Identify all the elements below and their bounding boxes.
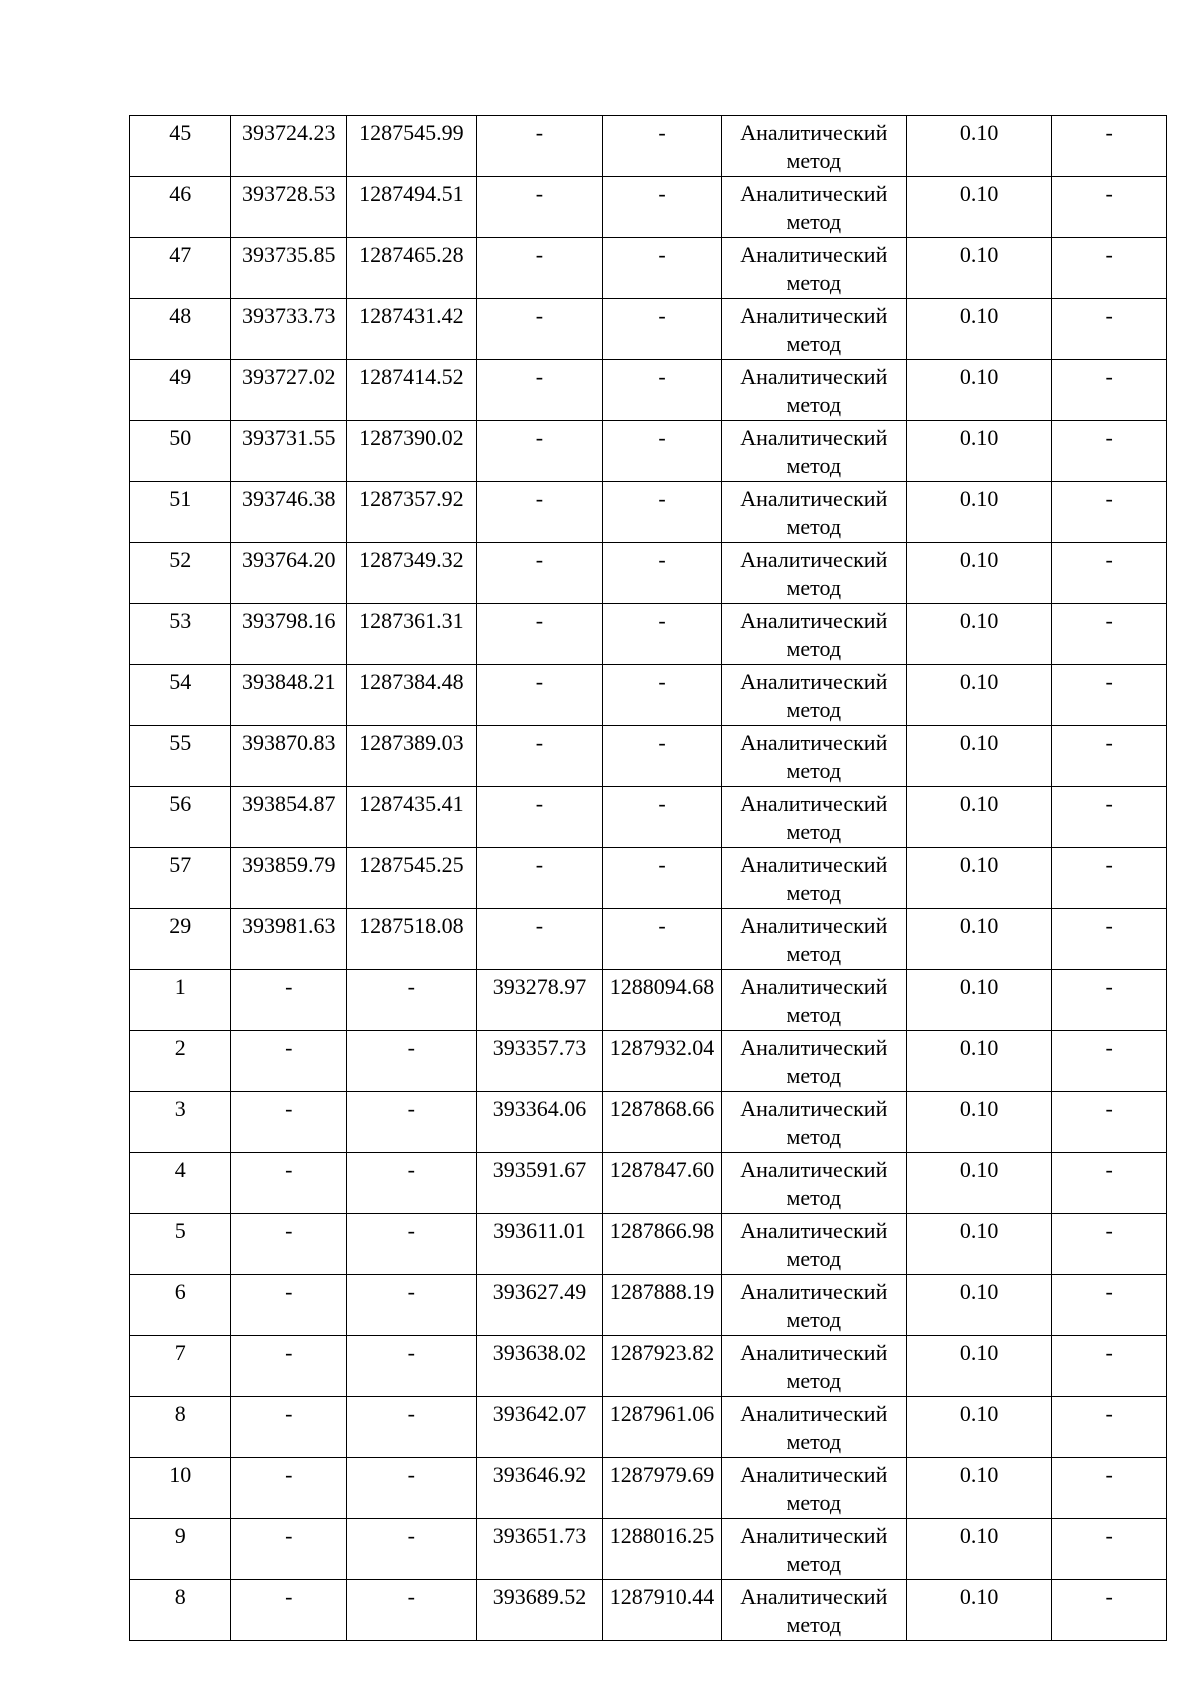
note-cell: - (1052, 1458, 1167, 1519)
method-cell (721, 543, 906, 604)
accuracy-cell: 0.10 (906, 177, 1052, 238)
point-number-cell: 4 (130, 1153, 231, 1214)
accuracy-cell: 0.10 (906, 909, 1052, 970)
existing-y-cell: 1287384.48 (347, 665, 477, 726)
existing-x-cell: - (231, 1153, 347, 1214)
method-cell (721, 1275, 906, 1336)
table-row (130, 1031, 1167, 1092)
new-y-cell: - (603, 177, 722, 238)
table-row (130, 848, 1167, 909)
existing-x-cell: 393870.83 (231, 726, 347, 787)
table-row (130, 726, 1167, 787)
method-cell (721, 1336, 906, 1397)
note-cell: - (1052, 665, 1167, 726)
existing-x-cell: - (231, 1214, 347, 1275)
new-x-cell: - (476, 726, 603, 787)
table-row (130, 604, 1167, 665)
table-row (130, 1153, 1167, 1214)
method-line-2: метод (786, 819, 842, 844)
existing-y-cell: 1287390.02 (347, 421, 477, 482)
method-line-2: метод (786, 331, 842, 356)
new-y-cell: - (603, 238, 722, 299)
table-row (130, 238, 1167, 299)
new-x-cell: - (476, 299, 603, 360)
existing-x-cell: - (231, 1336, 347, 1397)
point-number-cell: 48 (130, 299, 231, 360)
method-line-2: метод (786, 1185, 842, 1210)
existing-y-cell: - (347, 1519, 477, 1580)
new-x-cell: - (476, 482, 603, 543)
new-x-cell: - (476, 848, 603, 909)
existing-y-cell: 1287435.41 (347, 787, 477, 848)
accuracy-cell: 0.10 (906, 1580, 1052, 1641)
method-line-1: Аналитический (740, 1340, 888, 1365)
accuracy-cell: 0.10 (906, 1458, 1052, 1519)
new-y-cell: 1287888.19 (603, 1275, 722, 1336)
method-line-2: метод (786, 453, 842, 478)
point-number-cell: 10 (130, 1458, 231, 1519)
method-cell (721, 482, 906, 543)
new-x-cell: - (476, 421, 603, 482)
method-line-1: Аналитический (740, 1401, 888, 1426)
table-row (130, 177, 1167, 238)
new-y-cell: - (603, 665, 722, 726)
new-x-cell: - (476, 604, 603, 665)
existing-x-cell: - (231, 1397, 347, 1458)
point-number-cell: 8 (130, 1397, 231, 1458)
note-cell: - (1052, 1031, 1167, 1092)
existing-x-cell: 393764.20 (231, 543, 347, 604)
existing-x-cell: 393733.73 (231, 299, 347, 360)
new-x-cell: - (476, 787, 603, 848)
accuracy-cell: 0.10 (906, 238, 1052, 299)
accuracy-cell: 0.10 (906, 482, 1052, 543)
table-row (130, 1580, 1167, 1641)
new-x-cell: - (476, 177, 603, 238)
new-x-cell: 393651.73 (476, 1519, 603, 1580)
method-cell (721, 1214, 906, 1275)
method-cell (721, 970, 906, 1031)
note-cell: - (1052, 1397, 1167, 1458)
new-x-cell: - (476, 543, 603, 604)
table-row (130, 482, 1167, 543)
point-number-cell: 50 (130, 421, 231, 482)
method-cell (721, 1397, 906, 1458)
table-row (130, 1519, 1167, 1580)
method-line-2: метод (786, 575, 842, 600)
new-y-cell: 1288094.68 (603, 970, 722, 1031)
point-number-cell: 47 (130, 238, 231, 299)
existing-x-cell: 393731.55 (231, 421, 347, 482)
method-line-2: метод (786, 148, 842, 173)
existing-y-cell: - (347, 1580, 477, 1641)
method-line-2: метод (786, 1002, 842, 1027)
table-row (130, 543, 1167, 604)
note-cell: - (1052, 421, 1167, 482)
note-cell: - (1052, 1275, 1167, 1336)
method-line-2: метод (786, 1307, 842, 1332)
method-line-1: Аналитический (740, 1584, 888, 1609)
existing-x-cell: - (231, 1031, 347, 1092)
new-y-cell: - (603, 543, 722, 604)
method-cell (721, 726, 906, 787)
method-line-2: метод (786, 697, 842, 722)
existing-x-cell: 393854.87 (231, 787, 347, 848)
method-line-1: Аналитический (740, 730, 888, 755)
method-line-1: Аналитический (740, 1035, 888, 1060)
new-x-cell: 393357.73 (476, 1031, 603, 1092)
new-y-cell: - (603, 482, 722, 543)
accuracy-cell: 0.10 (906, 726, 1052, 787)
table-row (130, 1397, 1167, 1458)
table-row (130, 421, 1167, 482)
method-line-2: метод (786, 1246, 842, 1271)
method-line-2: метод (786, 1368, 842, 1393)
method-line-1: Аналитический (740, 913, 888, 938)
method-cell (721, 1458, 906, 1519)
method-line-2: метод (786, 270, 842, 295)
existing-y-cell: 1287545.99 (347, 116, 477, 177)
new-y-cell: - (603, 909, 722, 970)
new-y-cell: 1287923.82 (603, 1336, 722, 1397)
existing-x-cell: - (231, 970, 347, 1031)
existing-y-cell: 1287431.42 (347, 299, 477, 360)
accuracy-cell: 0.10 (906, 543, 1052, 604)
existing-x-cell: 393798.16 (231, 604, 347, 665)
existing-y-cell: - (347, 1214, 477, 1275)
existing-x-cell: 393727.02 (231, 360, 347, 421)
method-line-2: метод (786, 1429, 842, 1454)
point-number-cell: 7 (130, 1336, 231, 1397)
method-line-1: Аналитический (740, 181, 888, 206)
existing-y-cell: 1287361.31 (347, 604, 477, 665)
existing-y-cell: - (347, 1397, 477, 1458)
new-x-cell: 393638.02 (476, 1336, 603, 1397)
accuracy-cell: 0.10 (906, 848, 1052, 909)
new-x-cell: - (476, 238, 603, 299)
point-number-cell: 53 (130, 604, 231, 665)
point-number-cell: 52 (130, 543, 231, 604)
point-number-cell: 6 (130, 1275, 231, 1336)
accuracy-cell: 0.10 (906, 421, 1052, 482)
new-x-cell: 393627.49 (476, 1275, 603, 1336)
existing-x-cell: 393848.21 (231, 665, 347, 726)
method-cell (721, 1031, 906, 1092)
new-x-cell: 393364.06 (476, 1092, 603, 1153)
method-cell (721, 909, 906, 970)
note-cell: - (1052, 1580, 1167, 1641)
accuracy-cell: 0.10 (906, 1397, 1052, 1458)
method-cell (721, 299, 906, 360)
note-cell: - (1052, 1092, 1167, 1153)
point-number-cell: 54 (130, 665, 231, 726)
point-number-cell: 55 (130, 726, 231, 787)
point-number-cell: 9 (130, 1519, 231, 1580)
accuracy-cell: 0.10 (906, 116, 1052, 177)
existing-y-cell: 1287357.92 (347, 482, 477, 543)
new-y-cell: 1288016.25 (603, 1519, 722, 1580)
existing-x-cell: - (231, 1519, 347, 1580)
point-number-cell: 56 (130, 787, 231, 848)
method-line-1: Аналитический (740, 425, 888, 450)
new-y-cell: 1287910.44 (603, 1580, 722, 1641)
existing-y-cell: - (347, 1031, 477, 1092)
new-y-cell: - (603, 787, 722, 848)
existing-y-cell: 1287518.08 (347, 909, 477, 970)
point-number-cell: 45 (130, 116, 231, 177)
new-y-cell: 1287868.66 (603, 1092, 722, 1153)
note-cell: - (1052, 543, 1167, 604)
accuracy-cell: 0.10 (906, 787, 1052, 848)
new-y-cell: 1287961.06 (603, 1397, 722, 1458)
existing-y-cell: 1287389.03 (347, 726, 477, 787)
method-line-2: метод (786, 514, 842, 539)
note-cell: - (1052, 909, 1167, 970)
existing-x-cell: 393724.23 (231, 116, 347, 177)
new-y-cell: - (603, 299, 722, 360)
new-y-cell: - (603, 116, 722, 177)
accuracy-cell: 0.10 (906, 1214, 1052, 1275)
method-line-1: Аналитический (740, 1157, 888, 1182)
existing-x-cell: - (231, 1275, 347, 1336)
existing-x-cell: 393859.79 (231, 848, 347, 909)
coordinates-table (129, 115, 1167, 1641)
new-x-cell: - (476, 116, 603, 177)
method-cell (721, 848, 906, 909)
existing-y-cell: 1287465.28 (347, 238, 477, 299)
method-line-1: Аналитический (740, 791, 888, 816)
new-x-cell: 393689.52 (476, 1580, 603, 1641)
method-cell (721, 1092, 906, 1153)
new-x-cell: 393642.07 (476, 1397, 603, 1458)
new-x-cell: - (476, 360, 603, 421)
new-y-cell: - (603, 848, 722, 909)
method-cell (721, 1580, 906, 1641)
accuracy-cell: 0.10 (906, 299, 1052, 360)
note-cell: - (1052, 299, 1167, 360)
method-cell (721, 1519, 906, 1580)
method-line-1: Аналитический (740, 1279, 888, 1304)
method-line-1: Аналитический (740, 120, 888, 145)
note-cell: - (1052, 726, 1167, 787)
existing-x-cell: 393735.85 (231, 238, 347, 299)
method-line-2: метод (786, 636, 842, 661)
method-line-1: Аналитический (740, 364, 888, 389)
accuracy-cell: 0.10 (906, 1092, 1052, 1153)
method-cell (721, 604, 906, 665)
table-row (130, 970, 1167, 1031)
method-cell (721, 665, 906, 726)
existing-x-cell: 393746.38 (231, 482, 347, 543)
method-cell (721, 116, 906, 177)
existing-x-cell: 393981.63 (231, 909, 347, 970)
existing-y-cell: 1287545.25 (347, 848, 477, 909)
existing-y-cell: - (347, 1336, 477, 1397)
point-number-cell: 5 (130, 1214, 231, 1275)
new-x-cell: - (476, 909, 603, 970)
note-cell: - (1052, 1336, 1167, 1397)
method-line-1: Аналитический (740, 303, 888, 328)
method-line-2: метод (786, 1490, 842, 1515)
accuracy-cell: 0.10 (906, 1275, 1052, 1336)
method-cell (721, 238, 906, 299)
table-row (130, 1092, 1167, 1153)
table-body (130, 116, 1167, 1641)
new-x-cell: 393591.67 (476, 1153, 603, 1214)
existing-x-cell: - (231, 1458, 347, 1519)
point-number-cell: 29 (130, 909, 231, 970)
existing-y-cell: - (347, 1458, 477, 1519)
new-y-cell: - (603, 604, 722, 665)
method-line-1: Аналитический (740, 608, 888, 633)
method-line-2: метод (786, 1551, 842, 1576)
point-number-cell: 51 (130, 482, 231, 543)
note-cell: - (1052, 1519, 1167, 1580)
accuracy-cell: 0.10 (906, 665, 1052, 726)
point-number-cell: 46 (130, 177, 231, 238)
accuracy-cell: 0.10 (906, 360, 1052, 421)
note-cell: - (1052, 1153, 1167, 1214)
method-line-1: Аналитический (740, 669, 888, 694)
new-y-cell: - (603, 726, 722, 787)
existing-x-cell: - (231, 1580, 347, 1641)
accuracy-cell: 0.10 (906, 1153, 1052, 1214)
new-y-cell: 1287866.98 (603, 1214, 722, 1275)
method-cell (721, 421, 906, 482)
method-cell (721, 360, 906, 421)
new-y-cell: 1287932.04 (603, 1031, 722, 1092)
note-cell: - (1052, 604, 1167, 665)
point-number-cell: 57 (130, 848, 231, 909)
table-row (130, 1336, 1167, 1397)
table-row (130, 116, 1167, 177)
note-cell: - (1052, 848, 1167, 909)
method-line-2: метод (786, 1063, 842, 1088)
method-line-1: Аналитический (740, 974, 888, 999)
note-cell: - (1052, 482, 1167, 543)
existing-y-cell: 1287349.32 (347, 543, 477, 604)
table-row (130, 299, 1167, 360)
method-line-1: Аналитический (740, 1096, 888, 1121)
method-line-2: метод (786, 392, 842, 417)
note-cell: - (1052, 360, 1167, 421)
method-line-1: Аналитический (740, 547, 888, 572)
point-number-cell: 1 (130, 970, 231, 1031)
new-x-cell: - (476, 665, 603, 726)
table-row (130, 1275, 1167, 1336)
method-line-2: метод (786, 880, 842, 905)
new-x-cell: 393611.01 (476, 1214, 603, 1275)
existing-x-cell: 393728.53 (231, 177, 347, 238)
existing-y-cell: 1287494.51 (347, 177, 477, 238)
method-cell (721, 1153, 906, 1214)
note-cell: - (1052, 177, 1167, 238)
method-line-2: метод (786, 941, 842, 966)
note-cell: - (1052, 238, 1167, 299)
method-line-1: Аналитический (740, 1462, 888, 1487)
method-line-1: Аналитический (740, 242, 888, 267)
new-y-cell: 1287847.60 (603, 1153, 722, 1214)
note-cell: - (1052, 1214, 1167, 1275)
table-row (130, 909, 1167, 970)
accuracy-cell: 0.10 (906, 970, 1052, 1031)
point-number-cell: 3 (130, 1092, 231, 1153)
accuracy-cell: 0.10 (906, 1519, 1052, 1580)
note-cell: - (1052, 970, 1167, 1031)
table-row (130, 665, 1167, 726)
method-cell (721, 787, 906, 848)
method-line-2: метод (786, 1612, 842, 1637)
method-line-1: Аналитический (740, 486, 888, 511)
accuracy-cell: 0.10 (906, 1031, 1052, 1092)
existing-y-cell: - (347, 1275, 477, 1336)
method-line-1: Аналитический (740, 1218, 888, 1243)
table-row (130, 360, 1167, 421)
new-x-cell: 393278.97 (476, 970, 603, 1031)
new-y-cell: - (603, 360, 722, 421)
existing-y-cell: - (347, 970, 477, 1031)
method-line-2: метод (786, 209, 842, 234)
new-y-cell: 1287979.69 (603, 1458, 722, 1519)
note-cell: - (1052, 116, 1167, 177)
accuracy-cell: 0.10 (906, 1336, 1052, 1397)
method-line-1: Аналитический (740, 852, 888, 877)
table-row (130, 1214, 1167, 1275)
existing-y-cell: - (347, 1092, 477, 1153)
new-y-cell: - (603, 421, 722, 482)
table-row (130, 1458, 1167, 1519)
existing-y-cell: 1287414.52 (347, 360, 477, 421)
point-number-cell: 49 (130, 360, 231, 421)
point-number-cell: 2 (130, 1031, 231, 1092)
existing-y-cell: - (347, 1153, 477, 1214)
new-x-cell: 393646.92 (476, 1458, 603, 1519)
point-number-cell: 8 (130, 1580, 231, 1641)
method-line-2: метод (786, 758, 842, 783)
table-row (130, 787, 1167, 848)
note-cell: - (1052, 787, 1167, 848)
method-line-2: метод (786, 1124, 842, 1149)
existing-x-cell: - (231, 1092, 347, 1153)
method-cell (721, 177, 906, 238)
method-line-1: Аналитический (740, 1523, 888, 1548)
accuracy-cell: 0.10 (906, 604, 1052, 665)
